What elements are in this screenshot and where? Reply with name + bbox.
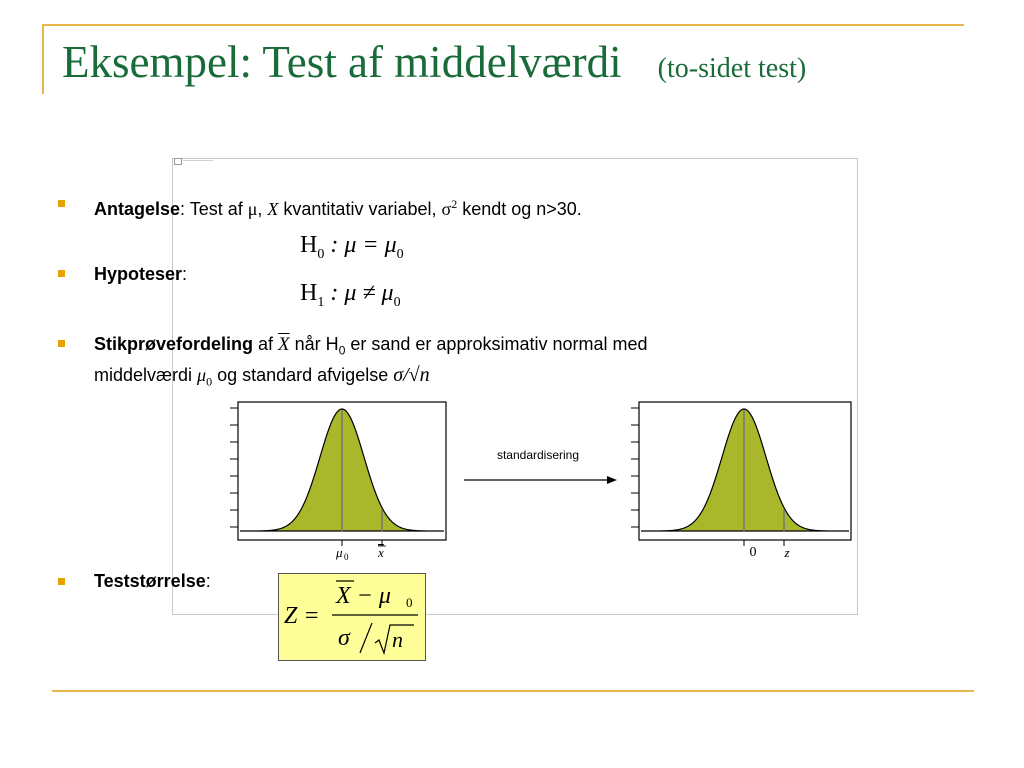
denominator-sigma: σ (338, 625, 350, 651)
mu-symbol: μ (247, 199, 258, 219)
antagelse-text: kendt og n>30. (457, 199, 582, 219)
arrow-label: standardisering (496, 448, 580, 462)
stik-label: Stikprøvefordeling (94, 334, 254, 354)
comma: , (257, 199, 268, 219)
mu-symbol: μ (197, 365, 207, 385)
square-exponent: 2 (451, 197, 458, 211)
left-axis-xbar: x (378, 545, 384, 560)
stik-text: og standard afvigelse (212, 365, 394, 385)
left-axis-mu: μ (336, 545, 343, 560)
hypoteser-label: Hypoteser (94, 264, 183, 284)
stik-text: middelværdi (94, 365, 198, 385)
mu-subscript: 0 (206, 374, 213, 389)
left-ticks (230, 408, 238, 527)
test-label: Teststørrelse (94, 571, 206, 591)
x-variable: X (267, 199, 279, 219)
left-axis-mu-sub: 0 (344, 552, 349, 562)
numerator-sub: 0 (406, 595, 413, 610)
right-ticks (631, 408, 639, 527)
slide-title-main: Eksempel: Test af middelværdi (62, 37, 622, 87)
h0-subscript: 0 (317, 246, 325, 262)
bullet-teststoerrelse (94, 570, 211, 592)
stik-text: er sand er approksimativ normal med (345, 334, 648, 354)
h1-letter: H (300, 280, 318, 306)
h0-letter: H (300, 232, 318, 258)
right-normal-plot (631, 402, 851, 560)
denominator-n: n (392, 627, 403, 652)
right-axis-zero: 0 (749, 545, 757, 560)
test-statistic-formula (278, 573, 424, 659)
antagelse-text: : Test af (180, 199, 248, 219)
right-axis-z: z (784, 545, 790, 560)
antagelse-label: Antagelse (94, 199, 181, 219)
z-equals: Z = (284, 603, 320, 629)
numerator: X − μ (336, 583, 391, 609)
h1-expression: : μ ≠ μ (324, 280, 394, 306)
slide-title-sub: (to-sidet test) (657, 53, 807, 84)
h-subscript: 0 (338, 343, 346, 358)
antagelse-text: kvantitativ variabel, (278, 199, 442, 219)
stik-text: når H (289, 334, 339, 354)
h0-expression: : μ = μ (324, 232, 397, 258)
hypoteser-colon: : (182, 264, 188, 284)
test-colon: : (205, 571, 211, 591)
x-bar-symbol: $\overline{X}$ (278, 334, 290, 355)
stik-text: af (253, 334, 279, 354)
bullet-marker (58, 578, 65, 585)
h1-subscript: 1 (317, 294, 325, 310)
standardization-arrow (464, 448, 617, 484)
sigma-symbol: σ (441, 199, 452, 219)
h1-mu-subscript: 0 (393, 294, 401, 310)
sigma-over-sqrt-n: σ/√n (393, 364, 430, 386)
left-normal-plot (230, 402, 446, 562)
h0-mu-subscript: 0 (396, 246, 404, 262)
